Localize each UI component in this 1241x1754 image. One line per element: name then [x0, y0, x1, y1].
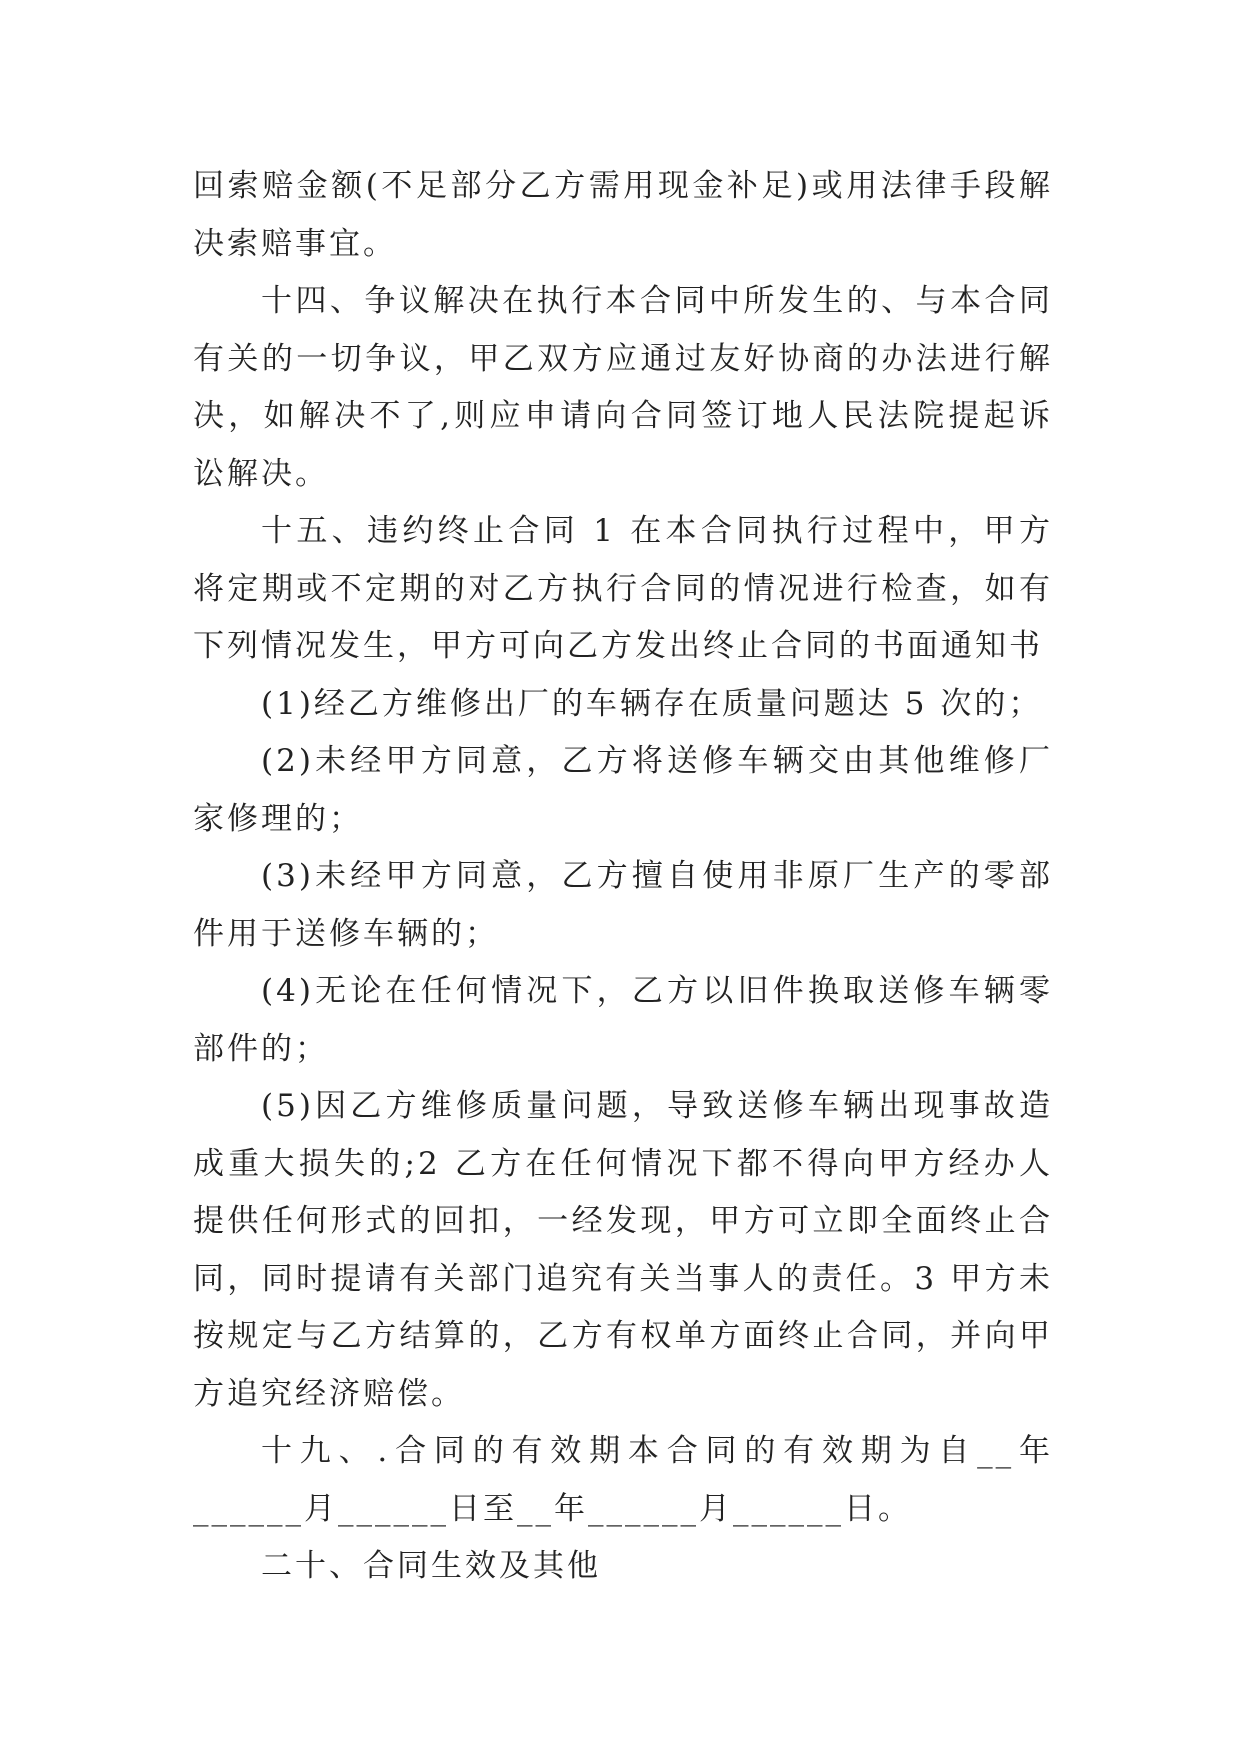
- list-item-termination-4: (4)无论在任何情况下，乙方以旧件换取送修车辆零部件的；: [193, 973, 1053, 1067]
- list-item-termination-5: (5)因乙方维修质量问题，导致送修车辆出现事故造成重大损失的;2 乙方在任何情况下都不得向甲方经办人提供任何形式的回扣，一经发现，甲方可立即全面终止合同，同时提请有关部门追究有关当事人的责任。3 甲方未按规定与乙方结算的，乙方有权单方面终止合同，并向甲方追究经济赔偿。: [193, 1088, 1053, 1412]
- paragraph-validity-period: 十九、.合同的有效期本合同的有效期为自__年______月______日至__年______月______日。: [193, 1433, 1053, 1527]
- paragraph-effectiveness: 二十、合同生效及其他: [261, 1548, 601, 1584]
- paragraph-breach-termination: 十五、违约终止合同 1 在本合同执行过程中，甲方将定期或不定期的对乙方执行合同的情况进行检查，如有下列情况发生，甲方可向乙方发出终止合同的书面通知书: [193, 513, 1053, 664]
- list-item-termination-3: (3)未经甲方同意，乙方擅自使用非原厂生产的零部件用于送修车辆的；: [193, 858, 1053, 952]
- list-item-termination-2: (2)未经甲方同意，乙方将送修车辆交由其他维修厂家修理的；: [193, 743, 1053, 837]
- paragraph-dispute-resolution: 十四、争议解决在执行本合同中所发生的、与本合同有关的一切争议，甲乙双方应通过友好协商的办法进行解决，如解决不了,则应申请向合同签订地人民法院提起诉讼解决。: [193, 283, 1053, 492]
- list-item-termination-1: (1)经乙方维修出厂的车辆存在质量问题达 5 次的；: [261, 685, 1043, 722]
- document-body: [193, 158, 1053, 1596]
- paragraph-claims-end: 回索赔金额(不足部分乙方需用现金补足)或用法律手段解决索赔事宜。: [193, 168, 1053, 262]
